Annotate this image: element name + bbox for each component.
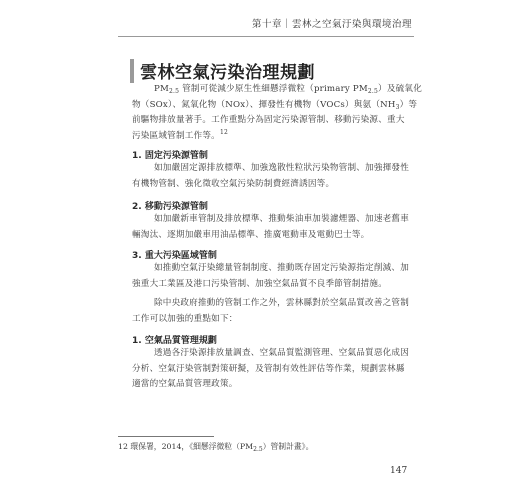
footnote-text: ）管制計畫》。 <box>262 442 314 451</box>
subscript: 3 <box>395 103 400 111</box>
text-pm: PM <box>154 84 169 94</box>
footnote-ref: 12 <box>219 128 228 136</box>
heading-mobile-sources: 2. 移動污染源管制 <box>132 202 208 212</box>
section-title <box>130 58 315 83</box>
subscript: 2.5 <box>168 88 180 95</box>
paragraph-air-quality-planning <box>132 346 408 393</box>
header-rule <box>118 36 414 37</box>
paragraph-line: 透過各汙染源排放量調查、空氣品質監測管理、空氣品質惡化成因 <box>154 348 410 358</box>
subscript: 2.5 <box>367 88 379 95</box>
text: 污染區域管制工作等。 <box>132 130 220 141</box>
paragraph-fixed-sources <box>132 161 408 192</box>
chapter-header: 第十章｜雲林之空氣汙染與環境治理 <box>251 19 412 30</box>
text: 管制可從減少原生性細懸浮微粒（primary PM <box>179 84 368 94</box>
title-accent-bar <box>130 59 134 83</box>
paragraph-line: 輛淘汰、逐期加嚴車用油品標準、推廣電動車及電動巴士等。 <box>132 229 370 240</box>
paragraph-line: 強重大工業區及港口污染管制、加強空氣品質不良季節管制措施。 <box>132 278 388 289</box>
intro-line-2 <box>132 98 418 114</box>
paragraph-line: 如加嚴固定源排放標準、加強逸散性粒狀污染物管制、加強揮發性 <box>154 163 410 173</box>
paragraph-line: 適當的空氣品質管理政策。 <box>132 379 238 389</box>
intro-line-3: 前驅物排放量著手。工作重點分為固定污染源管制、移動污染源、重大 <box>132 115 405 125</box>
subscript: 2.5 <box>253 446 263 453</box>
footnote <box>118 441 313 452</box>
heading-fixed-sources: 1. 固定污染源管制 <box>132 151 208 161</box>
paragraph-line: 分析、空氣汙染管制對策研擬，及管制有效性評估等作業，規劃雲林縣 <box>132 363 405 374</box>
heading-major-areas: 3. 重大污染區域管制 <box>132 251 217 261</box>
paragraph-mobile-sources <box>132 212 408 243</box>
heading-air-quality-planning: 1. 空氣品質管理規劃 <box>132 336 217 346</box>
bridge-paragraph <box>132 296 408 327</box>
text: ）及硫氧化 <box>378 84 423 94</box>
paragraph-line: 如加嚴新車管制及排放標準、推動柴油車加裝濾煙器、加速老舊車 <box>154 214 410 224</box>
text: 物（SOx）、氮氧化物（NOx）、揮發性有機物（VOCs）與氨（NH <box>132 99 396 110</box>
footnote-rule <box>118 436 214 437</box>
page-number: 147 <box>390 466 408 476</box>
intro-line-1 <box>132 82 423 98</box>
intro-line-4 <box>132 129 408 145</box>
paragraph-line: 工作可以加強的重點如下： <box>132 313 238 324</box>
title-text: 雲林空氣污染治理規劃 <box>140 63 315 83</box>
paragraph-line: 有機物管制、強化徵收空氣污染防制費經濟誘因等。 <box>132 178 335 189</box>
text: ）等 <box>399 99 418 110</box>
paragraph-major-areas <box>132 261 408 292</box>
paragraph-line: 如推動空氣汙染總量管制制度、推動既存固定污染源指定削減、加 <box>154 263 410 273</box>
intro-paragraph <box>132 82 423 144</box>
paragraph-line: 除中央政府推動的管制工作之外，雲林縣對於空氣品質改善之管制 <box>154 298 410 308</box>
footnote-text: 12 環保署，2014，《細懸浮微粒（PM <box>118 442 254 451</box>
running-header <box>0 0 520 40</box>
